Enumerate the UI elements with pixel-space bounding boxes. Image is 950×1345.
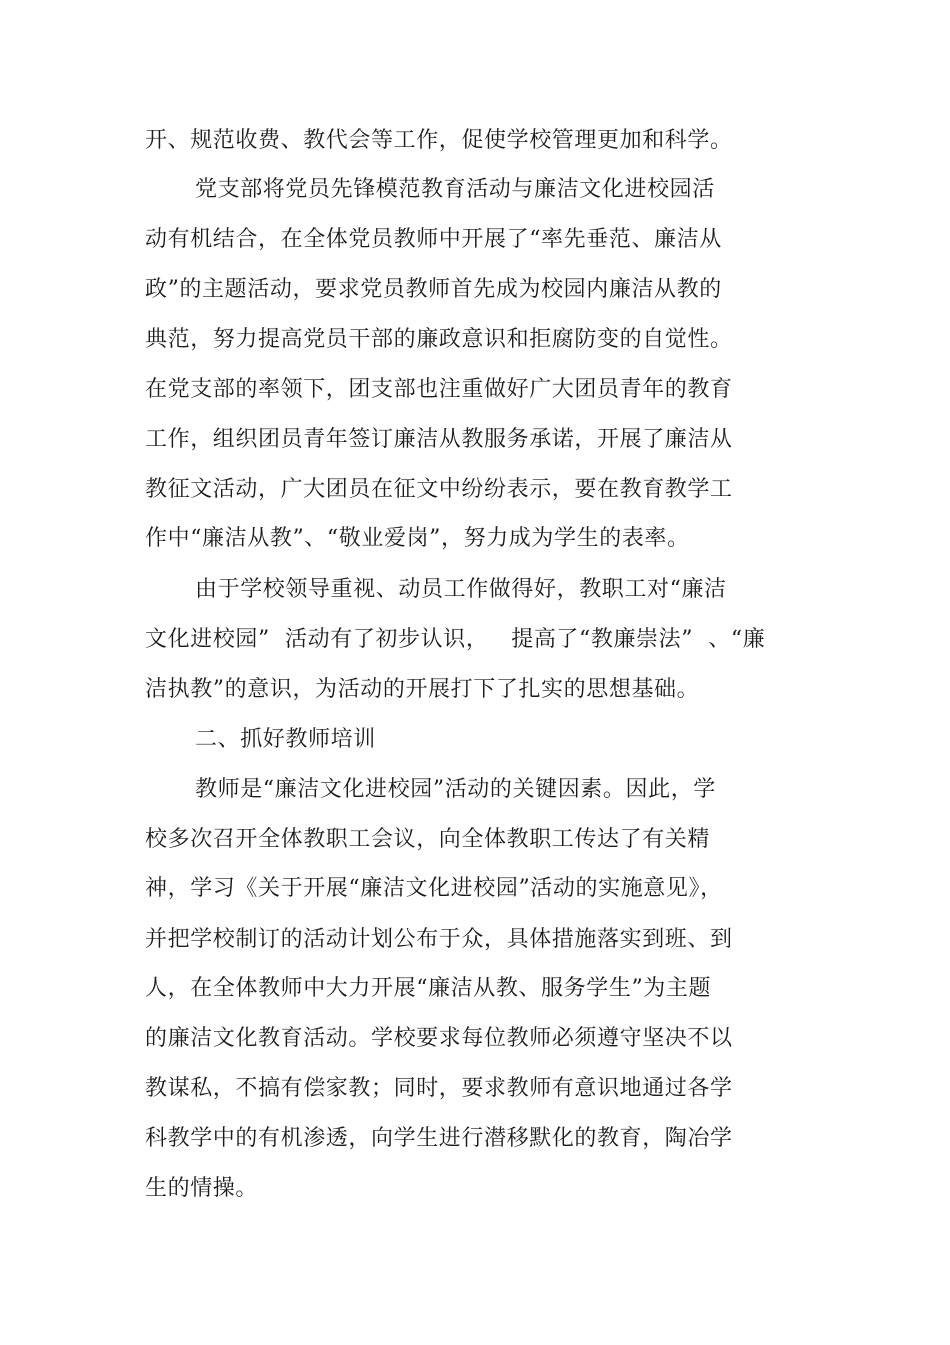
text-line: 典范，努力提高党员干部的廉政意识和拒腐防变的自觉性。 bbox=[145, 327, 733, 352]
paragraph-first-line: 党支部将党员先锋模范教育活动与廉洁文化进校园活 bbox=[195, 177, 715, 202]
text-line: 文化进校园” 活动有了初步认识， 提高了“教廉崇法” 、“廉 bbox=[145, 627, 766, 652]
text-line: 政”的主题活动，要求党员教师首先成为校园内廉洁从教的 bbox=[145, 277, 722, 302]
paragraph-first-line: 由于学校领导重视、动员工作做得好，教职工对“廉洁 bbox=[195, 577, 727, 602]
text-line: 并把学校制订的活动计划公布于众，具体措施落实到班、到 bbox=[145, 927, 733, 952]
text-line: 作中“廉洁从教”、“敬业爱岗”，努力成为学生的表率。 bbox=[145, 526, 690, 551]
text-line: 开、规范收费、教代会等工作，促使学校管理更加和科学。 bbox=[145, 128, 733, 153]
text-line: 科教学中的有机渗透，向学生进行潜移默化的教育，陶冶学 bbox=[145, 1126, 733, 1151]
text-line: 工作，组织团员青年签订廉洁从教服务承诺，开展了廉洁从 bbox=[145, 427, 733, 452]
text-line: 的廉洁文化教育活动。学校要求每位教师必须遵守坚决不以 bbox=[145, 1026, 733, 1051]
text-line: 神，学习《关于开展“廉洁文化进校园”活动的实施意见》， bbox=[145, 876, 723, 901]
text-line: 教谋私，不搞有偿家教；同时，要求教师有意识地通过各学 bbox=[145, 1076, 733, 1101]
text-line: 校多次召开全体教职工会议，向全体教职工传达了有关精 bbox=[145, 827, 711, 852]
paragraph-first-line: 教师是“廉洁文化进校园”活动的关键因素。因此，学 bbox=[195, 777, 716, 802]
text-line: 动有机结合，在全体党员教师中开展了“率先垂范、廉洁从 bbox=[145, 227, 722, 252]
text-line: 在党支部的率领下，团支部也注重做好广大团员青年的教育 bbox=[145, 377, 733, 402]
text-line: 洁执教”的意识，为活动的开展打下了扎实的思想基础。 bbox=[145, 677, 700, 702]
text-line: 人，在全体教师中大力开展“廉洁从教、服务学生”为主题 bbox=[145, 976, 712, 1001]
section-heading: 二、抓好教师培训 bbox=[195, 727, 376, 752]
text-line: 教征文活动，广大团员在征文中纷纷表示，要在教育教学工 bbox=[145, 477, 733, 502]
text-line: 生的情操。 bbox=[145, 1176, 259, 1201]
